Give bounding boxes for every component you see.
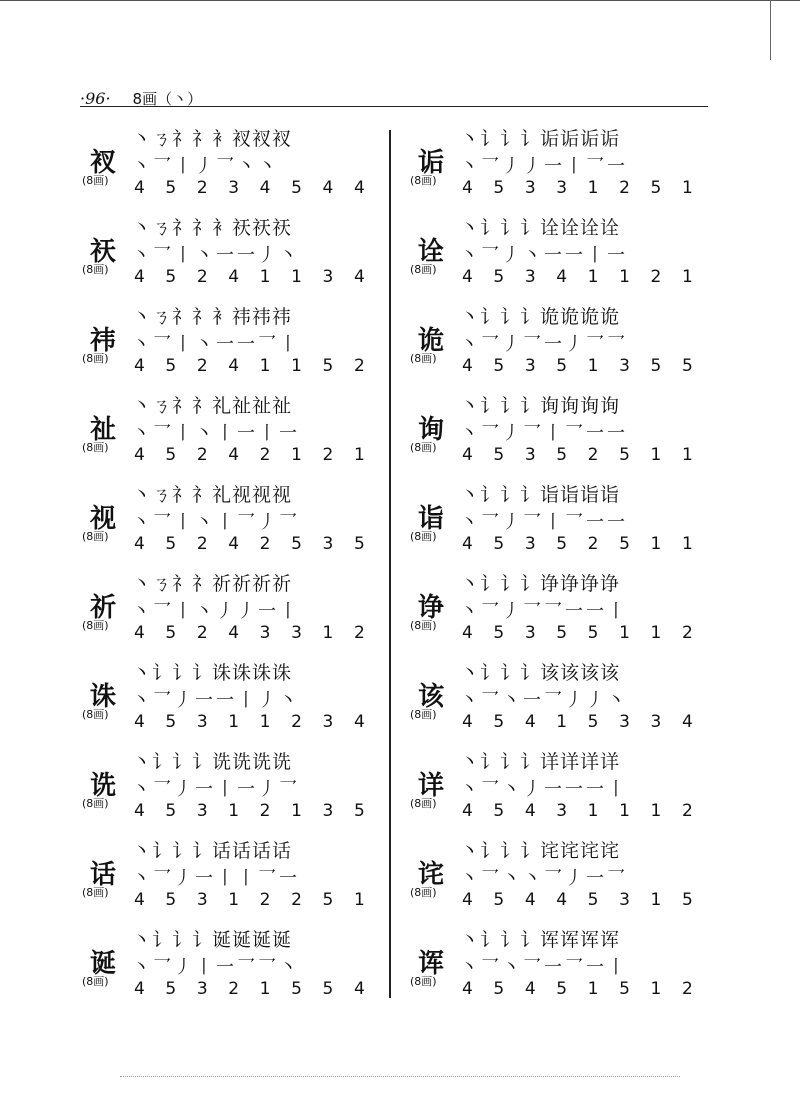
bottom-scan-line (120, 1076, 680, 1077)
char-entry (408, 211, 728, 300)
stroke-codes: 4 5 2 4 2 5 3 5 (134, 534, 373, 554)
character: 诤 (418, 593, 445, 623)
stroke-count: (8画) (82, 886, 109, 899)
stroke-count: (8画) (410, 797, 437, 810)
char-entry (408, 923, 728, 1012)
char-entry (80, 656, 400, 745)
char-entry (408, 300, 728, 389)
char-entry (408, 478, 728, 567)
stroke-list: 丶乛丿乛乛一一丨 (460, 601, 628, 622)
stroke-count: (8画) (410, 174, 437, 187)
stroke-sequence: 丶讠讠讠询询询询 (460, 395, 621, 417)
stroke-count: (8画) (410, 619, 437, 632)
character: 诡 (418, 326, 445, 356)
stroke-codes: 4 5 3 5 2 5 1 1 (462, 534, 701, 554)
character: 询 (418, 415, 445, 445)
stroke-count: (8画) (82, 619, 109, 632)
stroke-sequence: 丶讠讠讠诜诜诜诜 (132, 751, 293, 773)
stroke-codes: 4 5 2 4 1 1 3 4 (134, 267, 373, 287)
stroke-sequence: 丶ㄋ礻礻衤衩衩衩 (132, 128, 293, 150)
stroke-sequence: 丶讠讠讠诧诧诧诧 (460, 840, 621, 862)
stroke-list: 丶乛丶丶乛丿一乛 (460, 868, 628, 889)
stroke-list: 丶乛丨丶丨一丨一 (132, 423, 300, 444)
stroke-sequence: 丶讠讠讠话话话话 (132, 840, 293, 862)
stroke-list: 丶乛丨丿乛丶丶 (132, 156, 279, 177)
character: 该 (418, 682, 445, 712)
stroke-count: (8画) (82, 263, 109, 276)
stroke-list: 丶乛丿乛丨乛一一 (460, 512, 628, 533)
stroke-list: 丶乛丨丶一一乛丨 (132, 334, 300, 355)
char-entry (80, 122, 400, 211)
stroke-sequence: 丶讠讠讠诡诡诡诡 (460, 306, 621, 328)
char-entry (80, 745, 400, 834)
stroke-codes: 4 5 3 1 2 2 5 1 (134, 890, 373, 910)
stroke-list: 丶乛丿一一丨丿丶 (132, 690, 300, 711)
stroke-sequence: 丶讠讠讠诛诛诛诛 (132, 662, 293, 684)
character: 诛 (90, 682, 117, 712)
stroke-codes: 4 5 4 5 1 5 1 2 (462, 979, 701, 999)
stroke-list: 丶乛丿丨一乛乛丶 (132, 957, 300, 978)
character: 祆 (90, 237, 117, 267)
char-entry (80, 923, 400, 1012)
stroke-codes: 4 5 4 1 5 3 3 4 (462, 712, 701, 732)
stroke-sequence: 丶ㄋ礻礻衤祆祆祆 (132, 217, 293, 239)
stroke-codes: 4 5 3 5 1 3 5 5 (462, 356, 701, 376)
stroke-sequence: 丶讠讠讠诤诤诤诤 (460, 573, 621, 595)
stroke-list: 丶乛丨丶丨乛丿乛 (132, 512, 300, 533)
stroke-codes: 4 5 2 4 2 1 2 1 (134, 445, 373, 465)
character: 详 (418, 771, 445, 801)
stroke-sequence: 丶ㄋ礻礻祈祈祈祈 (132, 573, 293, 595)
right-column (408, 122, 728, 1012)
stroke-sequence: 丶讠讠讠诣诣诣诣 (460, 484, 621, 506)
character: 祎 (90, 326, 117, 356)
stroke-sequence: 丶ㄋ礻礻礼视视视 (132, 484, 293, 506)
character: 诣 (418, 504, 445, 534)
stroke-sequence: 丶讠讠讠诟诟诟诟 (460, 128, 621, 150)
stroke-count: (8画) (410, 886, 437, 899)
character: 祉 (90, 415, 117, 445)
stroke-count: (8画) (82, 174, 109, 187)
char-entry (408, 834, 728, 923)
stroke-list: 丶乛丿一丨丨乛一 (132, 868, 300, 889)
stroke-count: (8画) (410, 530, 437, 543)
stroke-sequence: 丶ㄋ礻礻礼祉祉祉 (132, 395, 293, 417)
stroke-count: (8画) (82, 530, 109, 543)
stroke-list: 丶乛丿丶一一丨一 (460, 245, 628, 266)
stroke-codes: 4 5 4 3 1 1 1 2 (462, 801, 701, 821)
stroke-count: (8画) (410, 441, 437, 454)
stroke-list: 丶乛丨丶一一丿丶 (132, 245, 300, 266)
stroke-list: 丶乛丿乛一丿乛乛 (460, 334, 628, 355)
stroke-sequence: 丶讠讠讠诞诞诞诞 (132, 929, 293, 951)
char-entry (80, 389, 400, 478)
stroke-count: (8画) (82, 797, 109, 810)
stroke-list: 丶乛丶丿一一一丨 (460, 779, 628, 800)
stroke-count: (8画) (82, 352, 109, 365)
stroke-codes: 4 5 3 3 1 2 5 1 (462, 178, 701, 198)
top-border (0, 0, 800, 1)
page-number: ·96· (80, 89, 111, 108)
right-margin-line (770, 0, 771, 60)
character: 祈 (90, 593, 117, 623)
character: 衩 (90, 148, 117, 178)
stroke-count: (8画) (82, 975, 109, 988)
stroke-sequence: 丶讠讠讠诠诠诠诠 (460, 217, 621, 239)
stroke-count: (8画) (410, 975, 437, 988)
stroke-list: 丶乛丨丶丿丿一丨 (132, 601, 300, 622)
stroke-count: (8画) (82, 441, 109, 454)
character: 诨 (418, 949, 445, 979)
character: 视 (90, 504, 117, 534)
stroke-codes: 4 5 3 1 1 2 3 4 (134, 712, 373, 732)
stroke-sequence: 丶讠讠讠该该该该 (460, 662, 621, 684)
stroke-count: (8画) (82, 708, 109, 721)
stroke-codes: 4 5 2 4 1 1 5 2 (134, 356, 373, 376)
stroke-sequence: 丶讠讠讠诨诨诨诨 (460, 929, 621, 951)
stroke-codes: 4 5 3 1 2 1 3 5 (134, 801, 373, 821)
stroke-list: 丶乛丿乛丨乛一一 (460, 423, 628, 444)
character: 诧 (418, 860, 445, 890)
char-entry (408, 122, 728, 211)
stroke-sequence: 丶讠讠讠详详详详 (460, 751, 621, 773)
header-rule (80, 106, 708, 107)
character: 诞 (90, 949, 117, 979)
char-entry (408, 745, 728, 834)
char-entry (80, 834, 400, 923)
stroke-list: 丶乛丿一丨一丿乛 (132, 779, 300, 800)
stroke-codes: 4 5 3 4 1 1 2 1 (462, 267, 701, 287)
char-entry (408, 656, 728, 745)
stroke-sequence: 丶ㄋ礻礻衤祎祎祎 (132, 306, 293, 328)
char-entry (80, 567, 400, 656)
char-entry (80, 300, 400, 389)
stroke-count: (8画) (410, 708, 437, 721)
stroke-codes: 4 5 2 3 4 5 4 4 (134, 178, 373, 198)
stroke-list: 丶乛丿丿一丨乛一 (460, 156, 628, 177)
stroke-list: 丶乛丶乛一乛一丨 (460, 957, 628, 978)
character: 诠 (418, 237, 445, 267)
left-column (80, 122, 400, 1012)
character: 诜 (90, 771, 117, 801)
char-entry (80, 478, 400, 567)
stroke-list: 丶乛丶一乛丿丿丶 (460, 690, 628, 711)
character: 话 (90, 860, 117, 890)
stroke-codes: 4 5 2 4 3 3 1 2 (134, 623, 373, 643)
character: 诟 (418, 148, 445, 178)
stroke-count: (8画) (410, 352, 437, 365)
stroke-codes: 4 5 4 4 5 3 1 5 (462, 890, 701, 910)
char-entry (408, 567, 728, 656)
stroke-codes: 4 5 3 5 2 5 1 1 (462, 445, 701, 465)
stroke-codes: 4 5 3 5 5 1 1 2 (462, 623, 701, 643)
char-entry (80, 211, 400, 300)
stroke-count: (8画) (410, 263, 437, 276)
char-entry (408, 389, 728, 478)
section-title: 8画（丶） (132, 90, 203, 108)
stroke-codes: 4 5 3 2 1 5 5 4 (134, 979, 373, 999)
